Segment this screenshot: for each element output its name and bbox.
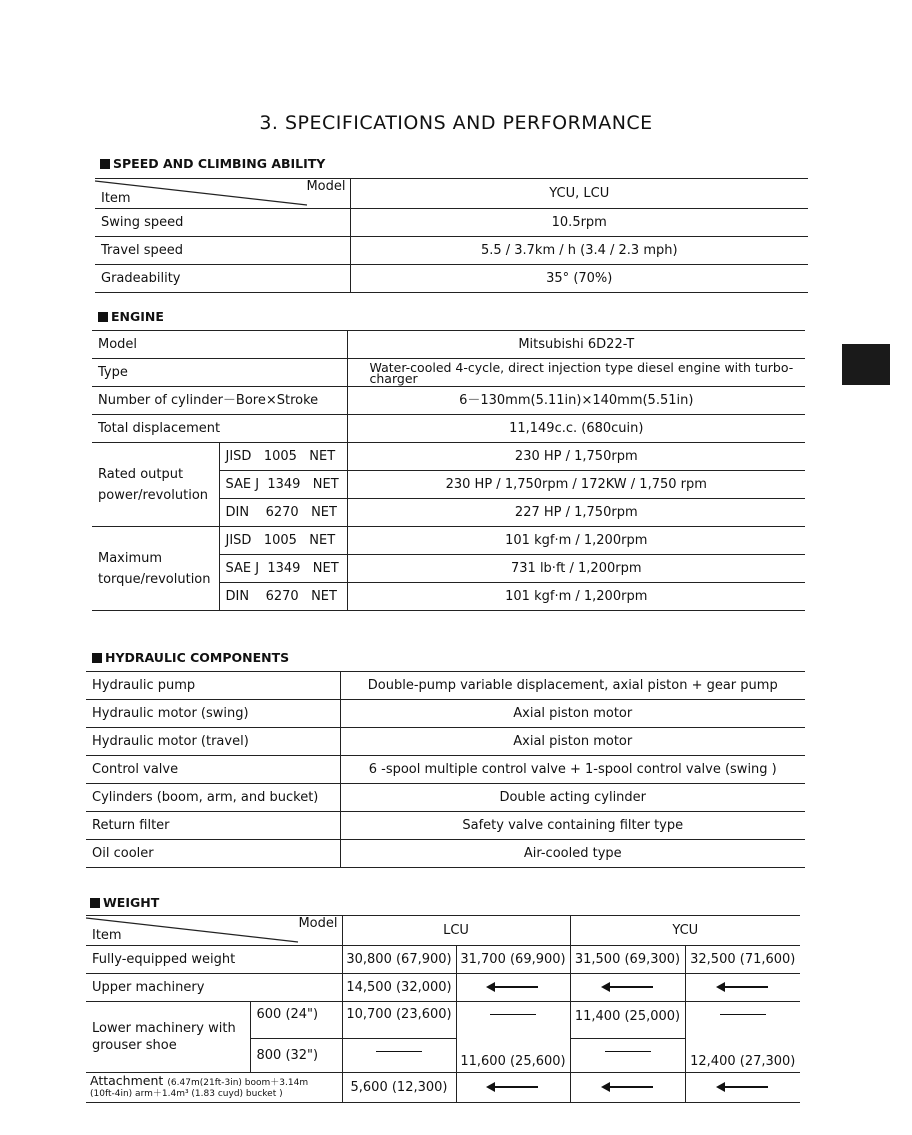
- table-row: Model Mitsubishi 6D22-T: [92, 331, 805, 359]
- speed-heading: SPEED AND CLIMBING ABILITY: [100, 156, 325, 171]
- col-lcu: LCU: [342, 916, 570, 946]
- table-row: DIN 6270 NET 101 kgf·m / 1,200rpm: [92, 583, 805, 611]
- table-row: Fully-equipped weight 30,800 (67,900) 31,700 (69,900) 31,500 (69,300) 32,500 (71,600): [86, 946, 800, 974]
- table-row: DIN 6270 NET 227 HP / 1,750rpm: [92, 499, 805, 527]
- hydraulic-heading: HYDRAULIC COMPONENTS: [92, 650, 289, 665]
- table-row: Travel speed 5.5 / 3.7km / h (3.4 / 2.3 mph): [95, 237, 808, 265]
- table-row: Lower machinery with grouser shoe 600 (24") 10,700 (23,600) 11,400 (25,000): [86, 1002, 800, 1039]
- model-item-header-cell: Model Item: [95, 179, 350, 209]
- weight-table: [86, 915, 800, 1103]
- same-as-left-arrow-icon: [488, 1086, 538, 1088]
- table-row: Total displacement 11,149c.c. (680cuin): [92, 415, 805, 443]
- table-row: Hydraulic motor (swing) Axial piston motor: [86, 700, 805, 728]
- attachment-label: Attachment (6.47m(21ft-3in) boom＋3.14m (10ft-4in) arm＋1.4m³ (1.83 cuyd) bucket ): [86, 1073, 342, 1103]
- not-applicable-dash-icon: [720, 1014, 766, 1016]
- same-as-left-arrow-icon: [488, 986, 538, 988]
- section-tab-marker: [842, 344, 890, 385]
- table-row: Hydraulic pump Double-pump variable displacement, axial piston + gear pump: [86, 672, 805, 700]
- weight-heading: WEIGHT: [90, 895, 159, 910]
- rated-output-label: Rated output power/revolution: [92, 443, 219, 527]
- same-as-left-arrow-icon: [718, 1086, 768, 1088]
- table-row: Return filter Safety valve containing filter type: [86, 812, 805, 840]
- model-value-header: YCU, LCU: [350, 179, 808, 209]
- table-row: Number of cylinder－Bore×Stroke 6－130mm(5.11in)×140mm(5.51in): [92, 387, 805, 415]
- same-as-left-arrow-icon: [603, 986, 653, 988]
- table-row: Swing speed 10.5rpm: [95, 209, 808, 237]
- table-row: Maximum torque/revolution JISD 1005 NET 101 kgf·m / 1,200rpm: [92, 527, 805, 555]
- table-row: SAE J 1349 NET 731 lb·ft / 1,200rpm: [92, 555, 805, 583]
- table-row: SAE J 1349 NET 230 HP / 1,750rpm / 172KW / 1,750 rpm: [92, 471, 805, 499]
- speed-table: [95, 178, 808, 293]
- table-row: Attachment (6.47m(21ft-3in) boom＋3.14m (10ft-4in) arm＋1.4m³ (1.83 cuyd) bucket ) 5,600 (12,300): [86, 1073, 800, 1103]
- table-row: Hydraulic motor (travel) Axial piston motor: [86, 728, 805, 756]
- table-row: Type Water-cooled 4-cycle, direct injection type diesel engine with turbo-charger: [92, 359, 805, 387]
- not-applicable-dash-icon: [376, 1051, 422, 1053]
- lower-machinery-label: Lower machinery with grouser shoe: [86, 1002, 250, 1073]
- col-ycu: YCU: [570, 916, 800, 946]
- table-row: Rated output power/revolution JISD 1005 NET 230 HP / 1,750rpm: [92, 443, 805, 471]
- max-torque-label: Maximum torque/revolution: [92, 527, 219, 611]
- table-row: Oil cooler Air-cooled type: [86, 840, 805, 868]
- table-row: Control valve 6 -spool multiple control valve + 1-spool control valve (swing ): [86, 756, 805, 784]
- table-row: Gradeability 35° (70%): [95, 265, 808, 293]
- hydraulic-table: [86, 671, 805, 868]
- not-applicable-dash-icon: [605, 1051, 651, 1053]
- table-row: 800 (32") 11,600 (25,600) 12,400 (27,300): [86, 1039, 800, 1073]
- same-as-left-arrow-icon: [603, 1086, 653, 1088]
- same-as-left-arrow-icon: [718, 986, 768, 988]
- page-title: 3. SPECIFICATIONS AND PERFORMANCE: [259, 112, 653, 134]
- engine-heading: ENGINE: [98, 309, 164, 324]
- table-row: Upper machinery 14,500 (32,000): [86, 974, 800, 1002]
- not-applicable-dash-icon: [490, 1014, 536, 1016]
- model-item-header-cell: Model Item: [86, 916, 342, 946]
- square-bullet-icon: [98, 312, 108, 322]
- engine-table: [92, 330, 805, 611]
- table-row: Cylinders (boom, arm, and bucket) Double acting cylinder: [86, 784, 805, 812]
- square-bullet-icon: [100, 159, 110, 169]
- square-bullet-icon: [92, 653, 102, 663]
- square-bullet-icon: [90, 898, 100, 908]
